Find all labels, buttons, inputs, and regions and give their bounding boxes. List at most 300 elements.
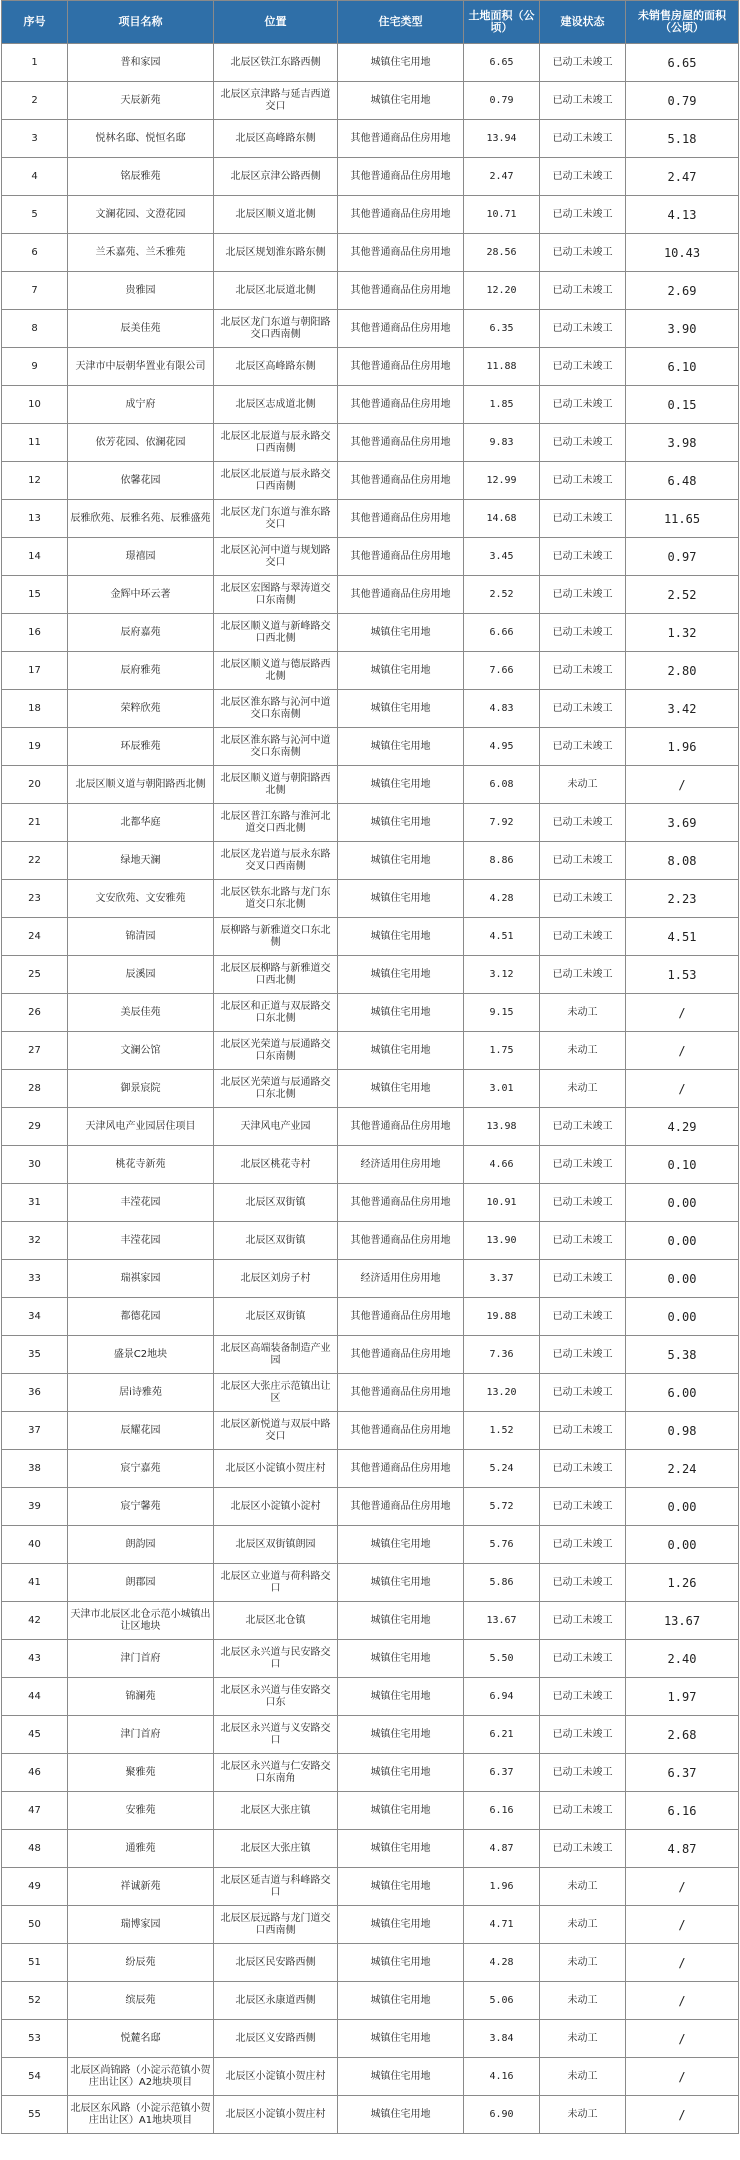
index-cell: 5 bbox=[2, 196, 68, 234]
status-cell: 已动工未竣工 bbox=[540, 1374, 626, 1412]
housing-type-cell: 其他普通商品住房用地 bbox=[338, 424, 464, 462]
location-cell: 北辰区龙岩道与辰永东路交叉口西南侧 bbox=[214, 842, 338, 880]
index-cell: 11 bbox=[2, 424, 68, 462]
table-row bbox=[2, 1982, 739, 2020]
table-row bbox=[2, 1564, 739, 1602]
status-cell: 已动工未竣工 bbox=[540, 1716, 626, 1754]
status-cell: 未动工 bbox=[540, 994, 626, 1032]
housing-type-cell: 城镇住宅用地 bbox=[338, 1716, 464, 1754]
status-cell: 已动工未竣工 bbox=[540, 272, 626, 310]
index-cell: 16 bbox=[2, 614, 68, 652]
housing-type-cell: 城镇住宅用地 bbox=[338, 2020, 464, 2058]
index-cell: 23 bbox=[2, 880, 68, 918]
table-row bbox=[2, 462, 739, 500]
location-cell: 北辰区永兴道与仁安路交口东南角 bbox=[214, 1754, 338, 1792]
table-row bbox=[2, 1906, 739, 1944]
table-row bbox=[2, 1184, 739, 1222]
location-cell: 北辰区沁河中道与规划路交口 bbox=[214, 538, 338, 576]
status-cell: 已动工未竣工 bbox=[540, 1298, 626, 1336]
table-row bbox=[2, 576, 739, 614]
project-name-cell: 北辰区东风路（小淀示范镇小贺庄出让区）A1地块项目 bbox=[68, 2096, 214, 2134]
project-name-cell: 朗韵园 bbox=[68, 1526, 214, 1564]
project-name-cell: 文澜花园、文澄花园 bbox=[68, 196, 214, 234]
table-row bbox=[2, 1830, 739, 1868]
location-cell: 北辰区辰远路与龙门道交口西南侧 bbox=[214, 1906, 338, 1944]
housing-type-cell: 城镇住宅用地 bbox=[338, 1602, 464, 1640]
unsold-area-cell: 2.69 bbox=[626, 272, 739, 310]
table-row bbox=[2, 956, 739, 994]
land-area-cell: 4.28 bbox=[464, 1944, 540, 1982]
index-cell: 27 bbox=[2, 1032, 68, 1070]
index-cell: 47 bbox=[2, 1792, 68, 1830]
location-cell: 北辰区和正道与双辰路交口东北侧 bbox=[214, 994, 338, 1032]
housing-type-cell: 其他普通商品住房用地 bbox=[338, 386, 464, 424]
location-cell: 北辰区光荣道与辰通路交口东北侧 bbox=[214, 1070, 338, 1108]
unsold-area-cell: 1.97 bbox=[626, 1678, 739, 1716]
status-cell: 未动工 bbox=[540, 1868, 626, 1906]
project-name-cell: 桃花寺新苑 bbox=[68, 1146, 214, 1184]
status-cell: 已动工未竣工 bbox=[540, 918, 626, 956]
table-row bbox=[2, 1944, 739, 1982]
project-name-cell: 居i诗雅苑 bbox=[68, 1374, 214, 1412]
project-name-cell: 丰滢花园 bbox=[68, 1184, 214, 1222]
status-cell: 已动工未竣工 bbox=[540, 690, 626, 728]
land-area-cell: 1.96 bbox=[464, 1868, 540, 1906]
project-name-cell: 缤辰苑 bbox=[68, 1982, 214, 2020]
housing-type-cell: 城镇住宅用地 bbox=[338, 918, 464, 956]
index-cell: 39 bbox=[2, 1488, 68, 1526]
project-name-cell: 北都华庭 bbox=[68, 804, 214, 842]
table-row bbox=[2, 44, 739, 82]
unsold-area-cell: / bbox=[626, 1032, 739, 1070]
location-cell: 北辰区大张庄镇 bbox=[214, 1792, 338, 1830]
status-cell: 已动工未竣工 bbox=[540, 196, 626, 234]
index-cell: 13 bbox=[2, 500, 68, 538]
project-name-cell: 祥诚新苑 bbox=[68, 1868, 214, 1906]
location-cell: 北辰区双街镇朗园 bbox=[214, 1526, 338, 1564]
housing-type-cell: 其他普通商品住房用地 bbox=[338, 1336, 464, 1374]
unsold-area-cell: 4.13 bbox=[626, 196, 739, 234]
location-cell: 北辰区民安路西侧 bbox=[214, 1944, 338, 1982]
table-row bbox=[2, 158, 739, 196]
project-name-cell: 通雅苑 bbox=[68, 1830, 214, 1868]
land-area-cell: 10.91 bbox=[464, 1184, 540, 1222]
header-unsold-area: 未销售房屋的面积（公顷） bbox=[626, 1, 739, 44]
unsold-area-cell: 3.42 bbox=[626, 690, 739, 728]
status-cell: 已动工未竣工 bbox=[540, 158, 626, 196]
index-cell: 18 bbox=[2, 690, 68, 728]
housing-type-cell: 城镇住宅用地 bbox=[338, 1982, 464, 2020]
project-name-cell: 成宁府 bbox=[68, 386, 214, 424]
unsold-area-cell: 6.37 bbox=[626, 1754, 739, 1792]
status-cell: 已动工未竣工 bbox=[540, 1336, 626, 1374]
header-location: 位置 bbox=[214, 1, 338, 44]
project-name-cell: 瑞博家园 bbox=[68, 1906, 214, 1944]
location-cell: 北辰区辰柳路与新雅道交口西北侧 bbox=[214, 956, 338, 994]
location-cell: 北辰区北辰道北侧 bbox=[214, 272, 338, 310]
land-area-cell: 6.37 bbox=[464, 1754, 540, 1792]
status-cell: 未动工 bbox=[540, 1070, 626, 1108]
unsold-area-cell: 0.00 bbox=[626, 1222, 739, 1260]
location-cell: 北辰区北辰道与辰永路交口西南侧 bbox=[214, 424, 338, 462]
location-cell: 北辰区京津公路西侧 bbox=[214, 158, 338, 196]
project-name-cell: 辰雅欣苑、辰雅名苑、辰雅盛苑 bbox=[68, 500, 214, 538]
project-name-cell: 天辰新苑 bbox=[68, 82, 214, 120]
index-cell: 38 bbox=[2, 1450, 68, 1488]
unsold-area-cell: 1.96 bbox=[626, 728, 739, 766]
index-cell: 29 bbox=[2, 1108, 68, 1146]
table-row bbox=[2, 728, 739, 766]
location-cell: 北辰区小淀镇小贺庄村 bbox=[214, 1450, 338, 1488]
table-row bbox=[2, 1792, 739, 1830]
land-area-cell: 11.88 bbox=[464, 348, 540, 386]
land-area-cell: 0.79 bbox=[464, 82, 540, 120]
table-row bbox=[2, 234, 739, 272]
unsold-area-cell: 5.38 bbox=[626, 1336, 739, 1374]
project-name-cell: 璟禧园 bbox=[68, 538, 214, 576]
project-name-cell: 天津市中辰朝华置业有限公司 bbox=[68, 348, 214, 386]
housing-type-cell: 其他普通商品住房用地 bbox=[338, 1222, 464, 1260]
unsold-area-cell: / bbox=[626, 766, 739, 804]
unsold-area-cell: 13.67 bbox=[626, 1602, 739, 1640]
status-cell: 已动工未竣工 bbox=[540, 386, 626, 424]
project-name-cell: 文澜公馆 bbox=[68, 1032, 214, 1070]
housing-type-cell: 城镇住宅用地 bbox=[338, 1868, 464, 1906]
index-cell: 22 bbox=[2, 842, 68, 880]
housing-type-cell: 城镇住宅用地 bbox=[338, 614, 464, 652]
table-row bbox=[2, 1412, 739, 1450]
table-row bbox=[2, 1678, 739, 1716]
project-name-cell: 悦麓名邸 bbox=[68, 2020, 214, 2058]
unsold-area-cell: 5.18 bbox=[626, 120, 739, 158]
table-row bbox=[2, 500, 739, 538]
unsold-area-cell: / bbox=[626, 2020, 739, 2058]
location-cell: 北辰区小淀镇小贺庄村 bbox=[214, 2058, 338, 2096]
housing-type-cell: 城镇住宅用地 bbox=[338, 1526, 464, 1564]
land-area-cell: 4.16 bbox=[464, 2058, 540, 2096]
land-area-cell: 4.95 bbox=[464, 728, 540, 766]
status-cell: 已动工未竣工 bbox=[540, 880, 626, 918]
table-row bbox=[2, 614, 739, 652]
index-cell: 43 bbox=[2, 1640, 68, 1678]
status-cell: 已动工未竣工 bbox=[540, 462, 626, 500]
index-cell: 9 bbox=[2, 348, 68, 386]
land-area-cell: 9.15 bbox=[464, 994, 540, 1032]
unsold-area-cell: 0.98 bbox=[626, 1412, 739, 1450]
status-cell: 已动工未竣工 bbox=[540, 120, 626, 158]
project-name-cell: 朗郡园 bbox=[68, 1564, 214, 1602]
land-area-cell: 12.99 bbox=[464, 462, 540, 500]
land-area-cell: 7.36 bbox=[464, 1336, 540, 1374]
location-cell: 北辰区永兴道与佳安路交口东 bbox=[214, 1678, 338, 1716]
table-row bbox=[2, 1108, 739, 1146]
housing-type-cell: 城镇住宅用地 bbox=[338, 994, 464, 1032]
land-area-cell: 2.52 bbox=[464, 576, 540, 614]
location-cell: 北辰区淮东路与沁河中道交口东南侧 bbox=[214, 690, 338, 728]
index-cell: 25 bbox=[2, 956, 68, 994]
land-area-cell: 6.66 bbox=[464, 614, 540, 652]
project-name-cell: 依芳花园、依澜花园 bbox=[68, 424, 214, 462]
unsold-area-cell: 3.98 bbox=[626, 424, 739, 462]
unsold-area-cell: 6.16 bbox=[626, 1792, 739, 1830]
unsold-area-cell: / bbox=[626, 2058, 739, 2096]
unsold-area-cell: 0.00 bbox=[626, 1298, 739, 1336]
land-area-cell: 5.50 bbox=[464, 1640, 540, 1678]
land-area-cell: 13.98 bbox=[464, 1108, 540, 1146]
table-row bbox=[2, 2020, 739, 2058]
table-row bbox=[2, 994, 739, 1032]
index-cell: 24 bbox=[2, 918, 68, 956]
land-area-cell: 3.01 bbox=[464, 1070, 540, 1108]
housing-type-cell: 城镇住宅用地 bbox=[338, 1678, 464, 1716]
status-cell: 已动工未竣工 bbox=[540, 500, 626, 538]
index-cell: 6 bbox=[2, 234, 68, 272]
unsold-area-cell: 2.24 bbox=[626, 1450, 739, 1488]
unsold-area-cell: 0.00 bbox=[626, 1488, 739, 1526]
index-cell: 51 bbox=[2, 1944, 68, 1982]
land-area-cell: 4.71 bbox=[464, 1906, 540, 1944]
status-cell: 已动工未竣工 bbox=[540, 1640, 626, 1678]
project-name-cell: 荣粹欣苑 bbox=[68, 690, 214, 728]
header-construction-status: 建设状态 bbox=[540, 1, 626, 44]
index-cell: 44 bbox=[2, 1678, 68, 1716]
unsold-area-cell: 4.29 bbox=[626, 1108, 739, 1146]
housing-type-cell: 其他普通商品住房用地 bbox=[338, 462, 464, 500]
project-name-cell: 北辰区顺义道与朝阳路西北侧 bbox=[68, 766, 214, 804]
project-name-cell: 辰溪园 bbox=[68, 956, 214, 994]
header-index: 序号 bbox=[2, 1, 68, 44]
unsold-area-cell: / bbox=[626, 2096, 739, 2134]
unsold-area-cell: 0.10 bbox=[626, 1146, 739, 1184]
table-row bbox=[2, 652, 739, 690]
location-cell: 北辰区顺义道与新峰路交口西北侧 bbox=[214, 614, 338, 652]
index-cell: 4 bbox=[2, 158, 68, 196]
land-area-cell: 3.37 bbox=[464, 1260, 540, 1298]
table-row bbox=[2, 1374, 739, 1412]
status-cell: 已动工未竣工 bbox=[540, 310, 626, 348]
status-cell: 已动工未竣工 bbox=[540, 1602, 626, 1640]
location-cell: 北辰区永兴道与义安路交口 bbox=[214, 1716, 338, 1754]
land-area-cell: 19.88 bbox=[464, 1298, 540, 1336]
status-cell: 未动工 bbox=[540, 2096, 626, 2134]
status-cell: 已动工未竣工 bbox=[540, 1830, 626, 1868]
status-cell: 已动工未竣工 bbox=[540, 576, 626, 614]
table-row bbox=[2, 348, 739, 386]
header-row bbox=[2, 1, 739, 44]
status-cell: 已动工未竣工 bbox=[540, 1260, 626, 1298]
project-name-cell: 天津市北辰区北仓示范小城镇出让区地块 bbox=[68, 1602, 214, 1640]
index-cell: 30 bbox=[2, 1146, 68, 1184]
location-cell: 北辰区顺义道与德辰路西北侧 bbox=[214, 652, 338, 690]
housing-type-cell: 其他普通商品住房用地 bbox=[338, 348, 464, 386]
header-housing-type: 住宅类型 bbox=[338, 1, 464, 44]
unsold-area-cell: 1.26 bbox=[626, 1564, 739, 1602]
index-cell: 3 bbox=[2, 120, 68, 158]
housing-land-table bbox=[1, 0, 739, 2134]
header-land-area: 土地面积（公顷） bbox=[464, 1, 540, 44]
project-name-cell: 普和家园 bbox=[68, 44, 214, 82]
project-name-cell: 津门首府 bbox=[68, 1716, 214, 1754]
land-area-cell: 6.35 bbox=[464, 310, 540, 348]
land-area-cell: 1.85 bbox=[464, 386, 540, 424]
housing-type-cell: 城镇住宅用地 bbox=[338, 728, 464, 766]
table-row bbox=[2, 1754, 739, 1792]
land-area-cell: 14.68 bbox=[464, 500, 540, 538]
status-cell: 已动工未竣工 bbox=[540, 614, 626, 652]
location-cell: 北辰区刘房子村 bbox=[214, 1260, 338, 1298]
project-name-cell: 兰禾嘉苑、兰禾雅苑 bbox=[68, 234, 214, 272]
land-area-cell: 4.87 bbox=[464, 1830, 540, 1868]
unsold-area-cell: 4.87 bbox=[626, 1830, 739, 1868]
land-area-cell: 4.83 bbox=[464, 690, 540, 728]
location-cell: 北辰区小淀镇小淀村 bbox=[214, 1488, 338, 1526]
unsold-area-cell: 2.23 bbox=[626, 880, 739, 918]
table-row bbox=[2, 1526, 739, 1564]
project-name-cell: 辰耀花园 bbox=[68, 1412, 214, 1450]
status-cell: 已动工未竣工 bbox=[540, 1792, 626, 1830]
location-cell: 北辰区永兴道与民安路交口 bbox=[214, 1640, 338, 1678]
land-area-cell: 5.24 bbox=[464, 1450, 540, 1488]
index-cell: 10 bbox=[2, 386, 68, 424]
table-row bbox=[2, 310, 739, 348]
status-cell: 已动工未竣工 bbox=[540, 956, 626, 994]
location-cell: 北辰区宏图路与翠涛道交口东南侧 bbox=[214, 576, 338, 614]
index-cell: 14 bbox=[2, 538, 68, 576]
housing-type-cell: 经济适用住房用地 bbox=[338, 1260, 464, 1298]
unsold-area-cell: 0.00 bbox=[626, 1260, 739, 1298]
table-row bbox=[2, 1450, 739, 1488]
unsold-area-cell: 1.32 bbox=[626, 614, 739, 652]
land-area-cell: 9.83 bbox=[464, 424, 540, 462]
status-cell: 已动工未竣工 bbox=[540, 1488, 626, 1526]
housing-type-cell: 城镇住宅用地 bbox=[338, 880, 464, 918]
housing-type-cell: 城镇住宅用地 bbox=[338, 766, 464, 804]
unsold-area-cell: 0.15 bbox=[626, 386, 739, 424]
project-name-cell: 依馨花园 bbox=[68, 462, 214, 500]
location-cell: 北辰区延吉道与科峰路交口 bbox=[214, 1868, 338, 1906]
unsold-area-cell: / bbox=[626, 994, 739, 1032]
land-area-cell: 6.08 bbox=[464, 766, 540, 804]
location-cell: 北辰区新悦道与双辰中路交口 bbox=[214, 1412, 338, 1450]
status-cell: 已动工未竣工 bbox=[540, 1564, 626, 1602]
index-cell: 50 bbox=[2, 1906, 68, 1944]
status-cell: 已动工未竣工 bbox=[540, 424, 626, 462]
housing-type-cell: 其他普通商品住房用地 bbox=[338, 196, 464, 234]
land-area-cell: 8.86 bbox=[464, 842, 540, 880]
status-cell: 已动工未竣工 bbox=[540, 1450, 626, 1488]
index-cell: 21 bbox=[2, 804, 68, 842]
housing-type-cell: 其他普通商品住房用地 bbox=[338, 158, 464, 196]
table-row bbox=[2, 842, 739, 880]
project-name-cell: 津门首府 bbox=[68, 1640, 214, 1678]
table-row bbox=[2, 1032, 739, 1070]
location-cell: 北辰区高峰路东侧 bbox=[214, 120, 338, 158]
land-area-cell: 3.12 bbox=[464, 956, 540, 994]
land-area-cell: 4.51 bbox=[464, 918, 540, 956]
housing-type-cell: 其他普通商品住房用地 bbox=[338, 500, 464, 538]
status-cell: 已动工未竣工 bbox=[540, 1526, 626, 1564]
table-row bbox=[2, 424, 739, 462]
location-cell: 北辰区铁东北路与龙门东道交口东北侧 bbox=[214, 880, 338, 918]
status-cell: 未动工 bbox=[540, 1944, 626, 1982]
housing-type-cell: 其他普通商品住房用地 bbox=[338, 538, 464, 576]
housing-type-cell: 城镇住宅用地 bbox=[338, 652, 464, 690]
project-name-cell: 文安欣苑、文安雅苑 bbox=[68, 880, 214, 918]
housing-type-cell: 城镇住宅用地 bbox=[338, 804, 464, 842]
unsold-area-cell: 6.10 bbox=[626, 348, 739, 386]
location-cell: 北辰区龙门东道与朝阳路交口西南侧 bbox=[214, 310, 338, 348]
location-cell: 北辰区顺义道北侧 bbox=[214, 196, 338, 234]
land-area-cell: 4.66 bbox=[464, 1146, 540, 1184]
index-cell: 33 bbox=[2, 1260, 68, 1298]
location-cell: 北辰区永康道西侧 bbox=[214, 1982, 338, 2020]
table-row bbox=[2, 1298, 739, 1336]
housing-type-cell: 其他普通商品住房用地 bbox=[338, 1488, 464, 1526]
housing-type-cell: 其他普通商品住房用地 bbox=[338, 576, 464, 614]
status-cell: 未动工 bbox=[540, 1982, 626, 2020]
housing-type-cell: 城镇住宅用地 bbox=[338, 1792, 464, 1830]
location-cell: 辰柳路与新雅道交口东北侧 bbox=[214, 918, 338, 956]
location-cell: 北辰区立业道与荷科路交口 bbox=[214, 1564, 338, 1602]
status-cell: 未动工 bbox=[540, 766, 626, 804]
status-cell: 已动工未竣工 bbox=[540, 804, 626, 842]
project-name-cell: 辰府雅苑 bbox=[68, 652, 214, 690]
land-area-cell: 6.21 bbox=[464, 1716, 540, 1754]
unsold-area-cell: 0.97 bbox=[626, 538, 739, 576]
housing-type-cell: 城镇住宅用地 bbox=[338, 1754, 464, 1792]
housing-type-cell: 其他普通商品住房用地 bbox=[338, 1374, 464, 1412]
housing-type-cell: 城镇住宅用地 bbox=[338, 82, 464, 120]
unsold-area-cell: 11.65 bbox=[626, 500, 739, 538]
table-row bbox=[2, 82, 739, 120]
index-cell: 34 bbox=[2, 1298, 68, 1336]
table-row bbox=[2, 1602, 739, 1640]
housing-type-cell: 其他普通商品住房用地 bbox=[338, 272, 464, 310]
land-area-cell: 13.67 bbox=[464, 1602, 540, 1640]
table-row bbox=[2, 538, 739, 576]
table-body bbox=[2, 44, 739, 2134]
location-cell: 北辰区顺义道与朝阳路西北侧 bbox=[214, 766, 338, 804]
project-name-cell: 丰滢花园 bbox=[68, 1222, 214, 1260]
unsold-area-cell: 2.80 bbox=[626, 652, 739, 690]
project-name-cell: 贵雅园 bbox=[68, 272, 214, 310]
table-row bbox=[2, 1070, 739, 1108]
table-row bbox=[2, 120, 739, 158]
land-area-cell: 7.92 bbox=[464, 804, 540, 842]
index-cell: 2 bbox=[2, 82, 68, 120]
header-project-name: 项目名称 bbox=[68, 1, 214, 44]
index-cell: 19 bbox=[2, 728, 68, 766]
index-cell: 7 bbox=[2, 272, 68, 310]
unsold-area-cell: 8.08 bbox=[626, 842, 739, 880]
project-name-cell: 宸宁馨苑 bbox=[68, 1488, 214, 1526]
project-name-cell: 聚雅苑 bbox=[68, 1754, 214, 1792]
project-name-cell: 御景宸院 bbox=[68, 1070, 214, 1108]
location-cell: 北辰区高端装备制造产业园 bbox=[214, 1336, 338, 1374]
housing-type-cell: 其他普通商品住房用地 bbox=[338, 1412, 464, 1450]
index-cell: 41 bbox=[2, 1564, 68, 1602]
location-cell: 北辰区北辰道与辰永路交口西南侧 bbox=[214, 462, 338, 500]
status-cell: 未动工 bbox=[540, 1032, 626, 1070]
land-area-cell: 5.76 bbox=[464, 1526, 540, 1564]
index-cell: 28 bbox=[2, 1070, 68, 1108]
unsold-area-cell: 1.53 bbox=[626, 956, 739, 994]
status-cell: 已动工未竣工 bbox=[540, 652, 626, 690]
status-cell: 已动工未竣工 bbox=[540, 1222, 626, 1260]
land-area-cell: 3.84 bbox=[464, 2020, 540, 2058]
housing-type-cell: 城镇住宅用地 bbox=[338, 1640, 464, 1678]
unsold-area-cell: 6.65 bbox=[626, 44, 739, 82]
